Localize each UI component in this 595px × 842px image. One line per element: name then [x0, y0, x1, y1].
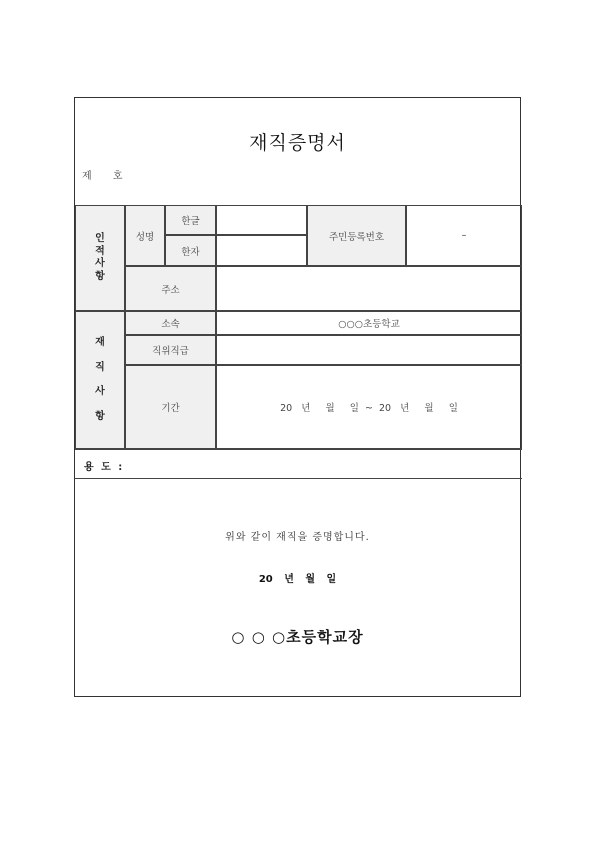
certification-date: 20 년 월 일 — [258, 574, 337, 585]
address-label: 주소 — [125, 266, 216, 311]
affiliation-label: 소속 — [125, 311, 216, 335]
name-label: 성명 — [125, 205, 165, 266]
document-title: 재직증명서 — [249, 132, 346, 154]
personal-label-char: 사 — [95, 258, 105, 269]
hangul-label: 한글 — [165, 205, 216, 235]
certification-statement: 위와 같이 재직을 증명합니다. — [225, 532, 370, 543]
personal-label-char: 적 — [95, 245, 105, 257]
employment-label-char: 재 — [95, 337, 105, 348]
doc-number-prefix: 제 — [82, 171, 94, 182]
affiliation-field[interactable]: ○○○초등학교 — [216, 311, 522, 335]
hanja-name-field[interactable] — [216, 235, 307, 266]
certificate-form — [74, 97, 521, 697]
employment-label-char: 항 — [95, 410, 105, 422]
issuer-signature: ○ ○ ○초등학교장 — [231, 628, 364, 646]
usage-label: 용 도 : — [75, 449, 522, 479]
period-label: 기간 — [125, 365, 216, 449]
document-number — [82, 167, 139, 182]
hangul-name-field[interactable] — [216, 205, 307, 235]
employment-label-char: 직 — [95, 361, 105, 373]
period-field[interactable]: 20 년 월 일 ~ 20 년 월 일 — [216, 365, 522, 449]
employment-label-char: 사 — [95, 386, 105, 397]
rrn-field[interactable]: – — [406, 205, 522, 266]
personal-section-label — [75, 205, 125, 311]
personal-label-char: 항 — [95, 270, 105, 282]
hanja-label: 한자 — [165, 235, 216, 266]
doc-number-suffix: 호 — [112, 171, 125, 182]
address-field[interactable] — [216, 266, 522, 311]
personal-label-char: 인 — [95, 233, 105, 244]
rrn-label: 주민등록번호 — [307, 205, 406, 266]
position-label: 직위직급 — [125, 335, 216, 365]
employment-section-label — [75, 311, 125, 449]
position-field[interactable] — [216, 335, 522, 365]
